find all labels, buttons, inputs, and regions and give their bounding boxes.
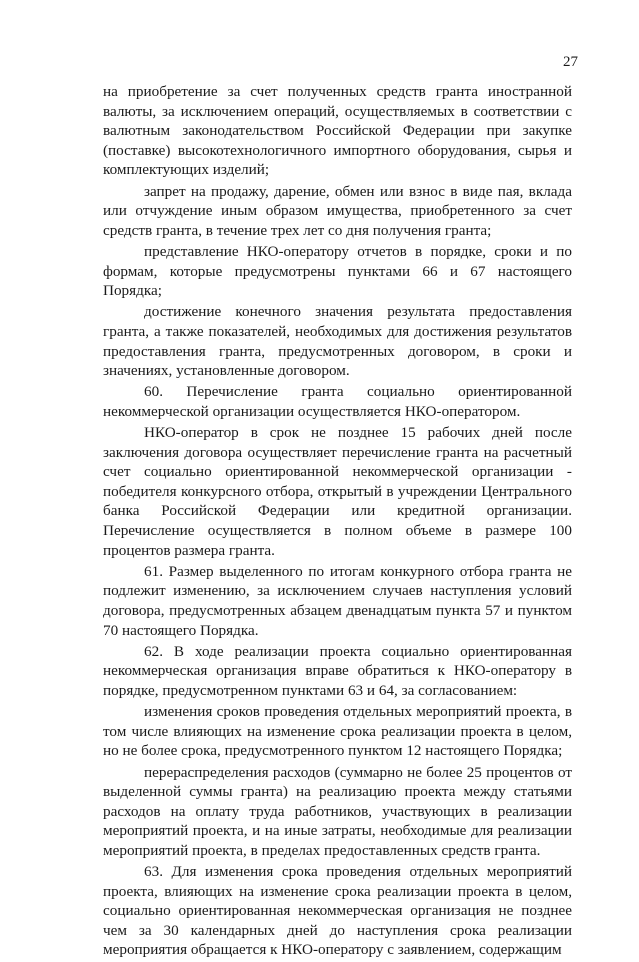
paragraph: перераспределения расходов (суммарно не более 25 процентов от выделенной суммы гранта) на реализацию проекта между статьями расходов на оплату труда работников, участвующих в реализации мероприятий проекта, и на иные затраты, необходимые для реализации мероприятий проекта, в пределах предоставленных средств гранта. <box>103 763 572 859</box>
paragraph: достижение конечного значения результата предоставления гранта, а также показателей, необходимых для достижения результатов предоставления гранта, предусмотренных договором, в сроки и значениях, установленные договором. <box>103 303 572 380</box>
paragraph: 63. Для изменения срока проведения отдельных мероприятий проекта, влияющих на изменение срока реализации проекта в целом, социально ориентированная некоммерческая организация не позднее чем за 30 календарных дней до наступления срока реализации мероприятия обращается к НКО-оператору с заявлением, содержащим <box>103 863 572 959</box>
paragraph: НКО-оператор в срок не позднее 15 рабочих дней после заключения договора осуществляет перечисление гранта на расчетный счет социально ориентированной некоммерческой организации - победителя конкурсного отбора, открытый в учреждении Центрального банка Российской Федерации или кредитной организации. Перечисление осуществляется в полном объеме в размере 100 процентов размера гранта. <box>103 424 572 559</box>
paragraph: запрет на продажу, дарение, обмен или взнос в виде пая, вклада или отчуждение иным образом имущества, приобретенного за счет средств гранта, в течение трех лет со дня получения гранта; <box>103 182 572 239</box>
page-number: 27 <box>563 54 578 70</box>
paragraph: 61. Размер выделенного по итогам конкурного отбора гранта не подлежит изменению, за исключением случаев наступления условий договора, предусмотренных абзацем двенадцатым пункта 57 и пунктом 70 настоящего Порядка. <box>103 562 572 639</box>
paragraph: изменения сроков проведения отдельных мероприятий проекта, в том числе влияющих на изменение срока реализации проекта в целом, но не более срока, предусмотренного пунктом 12 настоящего Порядка; <box>103 703 572 760</box>
paragraph: представление НКО-оператору отчетов в порядке, сроки и по формам, которые предусмотрены пунктами 66 и 67 настоящего Порядка; <box>103 242 572 300</box>
paragraph: 60. Перечисление гранта социально ориентированной некоммерческой организации осуществляется НКО-оператором. <box>103 383 572 420</box>
paragraph: на приобретение за счет полученных средств гранта иностранной валюты, за исключением операций, осуществляемых в соответствии с валютным законодательством Российской Федерации при закупке (поставке) высокотехнологичного импортного оборудования, сырья и комплектующих изделий; <box>103 83 572 179</box>
paragraph: 62. В ходе реализации проекта социально ориентированная некоммерческая организация вправе обратиться к НКО-оператору в порядке, предусмотренном пунктами 63 и 64, за согласованием: <box>103 642 572 699</box>
body-text <box>103 82 572 962</box>
